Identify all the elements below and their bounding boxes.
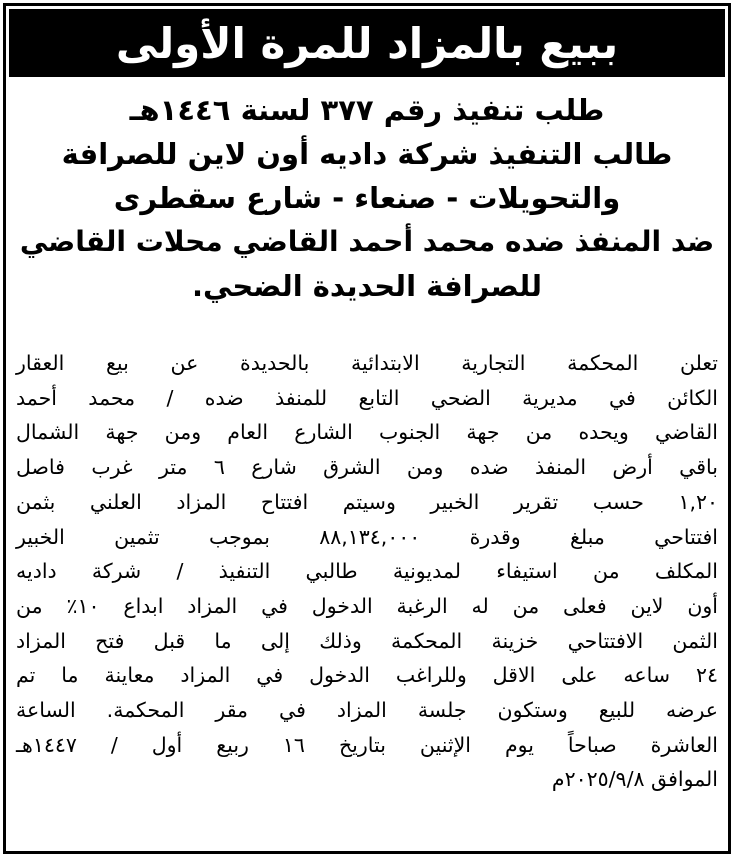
body-line: المكلف من استيفاء لمديونية طالبي التنفيذ / شركة داديه: [16, 559, 718, 584]
heading-applicant-address: والتحويلات - صنعاء - شارع سقطرى: [113, 181, 621, 215]
body-line: افتتاحي مبلغ وقدرة ٨٨,١٣٤,٠٠٠ بموجب تثمين الخبير: [16, 524, 718, 549]
body-line: العاشرة صباحاً يوم الإثنين بتاريخ ١٦ ربيع أول / ١٤٤٧هـ: [16, 732, 718, 757]
body-line: باقي أرض المنفذ ضده ومن الشرق شارع ٦ متر غرب فاصل: [16, 455, 718, 480]
heading-case-number: طلب تنفيذ رقم ٣٧٧ لسنة ١٤٤٦هـ: [129, 93, 605, 127]
announcement-body: [16, 346, 718, 797]
body-line: ١,٢٠ حسب تقرير الخبير وسيتم افتتاح المزاد العلني بثمن: [16, 489, 718, 514]
announcement-frame: [3, 3, 731, 854]
body-line: عرضه للبيع وستكون جلسة المزاد في مقر المحكمة. الساعة: [16, 698, 718, 723]
body-line-date: الموافق ٢٠٢٥/٩/٨م: [551, 767, 718, 792]
body-line: أون لاين فعلى من له الرغبة الدخول في المزاد ابداع ١٠٪ من: [16, 593, 718, 618]
body-line: ٢٤ ساعه على الاقل وللراغب الدخول في المزاد معاينة ما تم: [16, 663, 718, 688]
heading-applicant: طالب التنفيذ شركة داديه أون لاين للصرافة: [61, 137, 673, 171]
body-line: تعلن المحكمة التجارية الابتدائية بالحديدة عن بيع العقار: [16, 351, 718, 375]
heading-respondent-business: للصرافة الحديدة الضحي.: [192, 269, 542, 303]
heading-respondent: ضد المنفذ ضده محمد أحمد القاضي محلات القاضي: [19, 225, 715, 258]
body-line: القاضي ويحده من جهة الجنوب الشارع العام ومن جهة الشمال: [16, 420, 718, 445]
case-headings: [16, 88, 718, 308]
announcement-title: ببيع بالمزاد للمرة الأولى: [9, 9, 725, 77]
body-line: الثمن الافتتاحي خزينة المحكمة وذلك إلى ما قبل فتح المزاد: [16, 628, 718, 653]
body-line: الكائن في مديرية الضحي التابع للمنفذ ضده / محمد أحمد: [16, 385, 718, 410]
